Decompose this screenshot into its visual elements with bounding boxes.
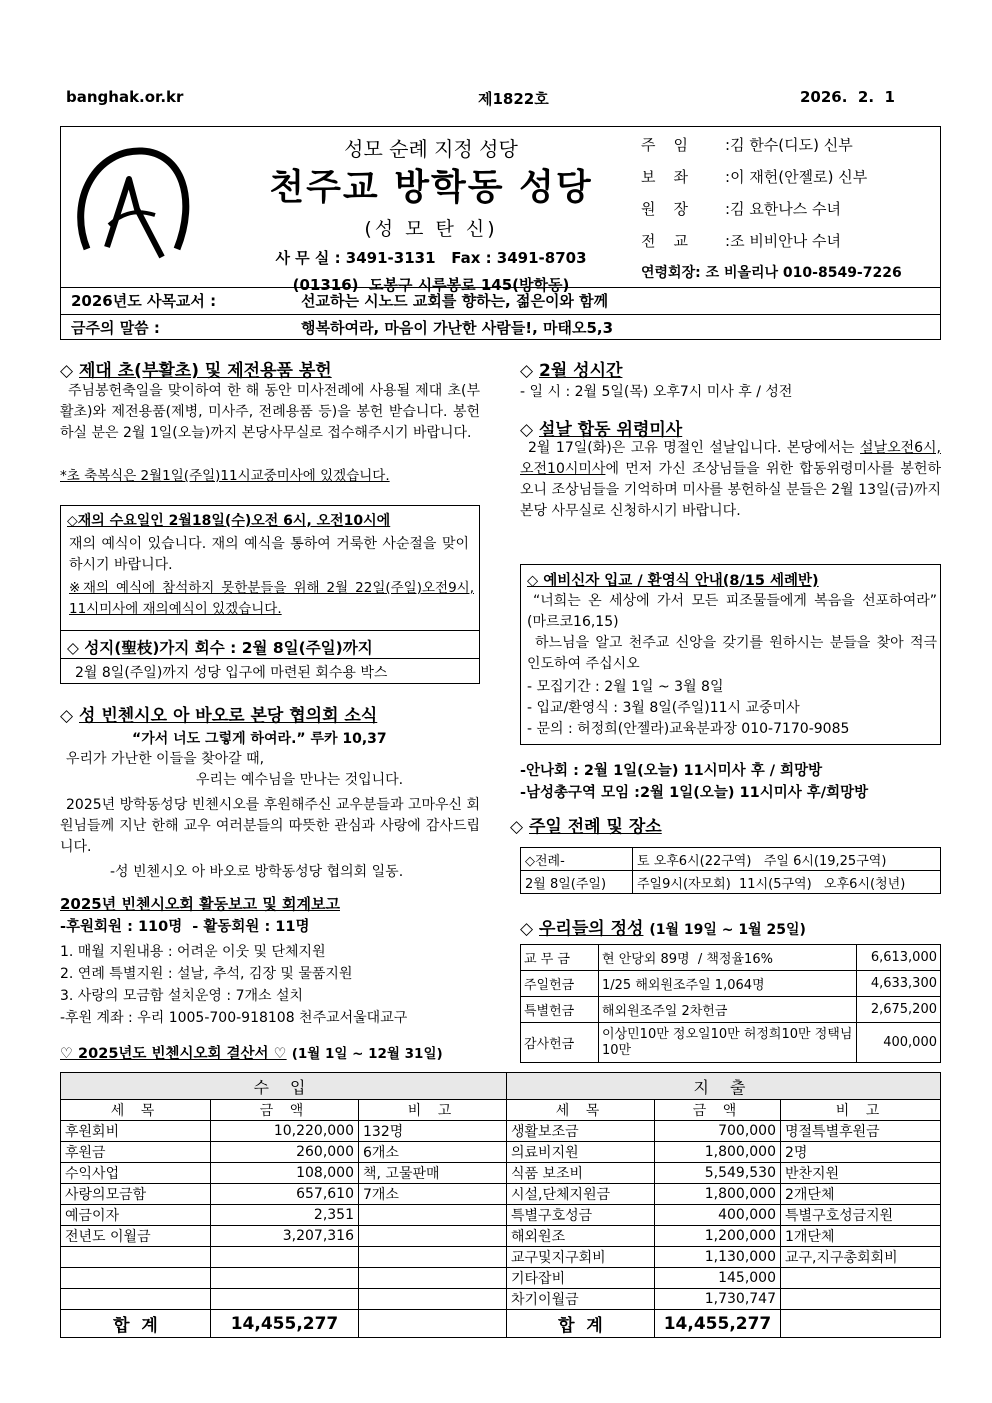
section-title-offerings: ◇ 우리들의 정성 (1월 19일 ~ 1월 25일) <box>520 919 806 939</box>
section-title-liturgy: ◇ 주일 전례 및 장소 <box>510 817 662 837</box>
list-item: - 모집기간 : 2월 1일 ~ 3월 8일 <box>527 679 724 695</box>
church-address: (01316) 도봉구 시루봉로 145(방학동) <box>292 276 570 294</box>
vincent-sign: -성 빈첸시오 아 바오로 방학동성당 협의회 일동. <box>110 864 404 880</box>
expense-title: 지 출 <box>507 1073 941 1100</box>
vincent-line2: 우리는 예수님을 만나는 것입니다. <box>196 772 404 788</box>
section-title-lunar-mass: ◇ 설날 합동 위령미사 <box>520 420 683 440</box>
issue-number: 제1822호 <box>478 90 549 108</box>
group-notices <box>520 760 868 804</box>
list-item: 3. 사랑의 모금함 설치운영 : 7개소 설치 <box>60 988 304 1004</box>
table-row: 교 무 금 현 안당외 89명 / 책정율16% 6,613,000 <box>521 945 941 971</box>
expense-total: 14,455,277 <box>655 1310 781 1338</box>
patron-feast: (성 모 탄 신) <box>364 218 498 240</box>
palm-title: ◇ 성지(聖枝)가지 회수 : 2월 8일(주일)까지 <box>67 639 373 657</box>
lunar-mass-body: 2월 17일(화)은 고유 명절인 설날입니다. 본당에서는 설날오전6시, 오전10시미사에 먼저 가신 조상님들을 위한 합동위령미사를 봉헌하오니 조상님들을 기억하며 미사를 봉헌하실 분들은 2월 13일(금)까지 본당 사무실로 신청하시기 바랍니다. <box>520 440 941 519</box>
catechumen-quote: “너희는 온 세상에 가서 모든 피조물들에게 복음을 선포하여라” (마르코16,15) <box>527 593 937 630</box>
table-row: 감사헌금 이상민10만 정오일10만 허정희10만 정택님10만 400,000 <box>521 1023 941 1063</box>
notice-item: -남성총구역 모임 :2월 1일(오늘) 11시미사 후/희망방 <box>520 785 869 801</box>
finance-title: ♡ 2025년도 빈첸시오회 결산서 ♡ (1월 1일 ~ 12월 31일) <box>60 1046 443 1062</box>
ash-body: 재의 예식이 있습니다. 재의 예식을 통하여 거룩한 사순절을 맞이하시기 바랍니다. <box>69 536 469 573</box>
catechumen-body: 하느님을 알고 천주교 신앙을 갖기를 원하시는 분들을 찾아 적극 인도하여 주십시오 <box>527 635 937 672</box>
table-row: 후원회비 10,220,000 132명 생활보조금 700,000 명절특별후원금 <box>61 1121 941 1142</box>
ash-wednesday-box <box>60 505 480 684</box>
catechumen-box <box>520 564 941 745</box>
list-item: -후원 계좌 : 우리 1005-700-918108 천주교서울대교구 <box>60 1010 408 1026</box>
section-title-vincent: ◇ 성 빈첸시오 아 바오로 본당 협의회 소식 <box>60 706 378 726</box>
finance-table: 수 입 지 출 세 목 금 액 비 고 세 목 금 액 비 고 후원회비 10,220,000 132명 생활보조금 700,000 명절특별후원금 후원금 260,000 6개소 의료비지원 1,800,000 2명 수익사업 108,000 책, 고물판매 식품 보조비 5,549,530 반찬지원 사랑의모금함 657,610 7개소 시설,단체지원금 1,800,000 2개단체 예금이자 2,351 특별구호성금 400,000 특별구호성금지원 전년도 이월금 3,207,316 해외원조 1,200,000 1개단체 교구및지구회비 1,130,000 교구,지구총회회비 기타잡비 145,000 차기이월금 1,730,747 합 계 14,455,277 합 계 14,455,277 <box>60 1072 941 1338</box>
income-total: 14,455,277 <box>211 1310 359 1338</box>
schedule-label: ◇전례- <box>521 848 633 871</box>
list-item: - 입교/환영식 : 3월 8일(주일)11시 교중미사 <box>527 700 800 716</box>
staff-row: 보좌 :이 재헌(안젤로) 신부 <box>641 168 868 186</box>
staff-row: 원장 :김 요한나스 수녀 <box>641 200 842 218</box>
list-item: 2. 연례 특별지원 : 설날, 추석, 김장 및 물품지원 <box>60 966 353 982</box>
schedule-row: 주일9시(자모회) 11시(5구역) 오후6시(청년) <box>633 871 941 894</box>
council-contact: 연령회장: 조 비올리나 010-8549-7226 <box>641 265 902 281</box>
notice-item: -안나회 : 2월 1일(오늘) 11시미사 후 / 희망방 <box>520 763 823 779</box>
vincent-quote: “가서 너도 그렇게 하여라.” 루카 10,37 <box>132 731 387 747</box>
list-item: 1. 매월 지원내용 : 어려운 이웃 및 단체지원 <box>60 944 326 960</box>
holy-hour-body: - 일 시 : 2월 5일(목) 오후7시 미사 후 / 성전 <box>520 384 793 400</box>
site-url: banghak.or.kr <box>66 88 184 106</box>
shrine-subtitle: 성모 순례 지정 성당 <box>344 137 518 161</box>
report-members: -후원회원 : 110명 - 활동회원 : 11명 <box>60 919 310 935</box>
table-row: 특별헌금 해외원조주일 2차헌금 2,675,200 <box>521 997 941 1023</box>
report-title: 2025년 빈첸시오회 활동보고 및 회계보고 <box>60 895 340 913</box>
schedule-row: 토 오후6시(22구역) 주일 6시(19,25구역) <box>633 848 941 871</box>
masthead-center <box>221 131 641 295</box>
table-row: 후원금 260,000 6개소 의료비지원 1,800,000 2명 <box>61 1142 941 1163</box>
schedule-label: 2월 8일(주일) <box>521 871 633 894</box>
staff-list <box>641 133 941 293</box>
table-row: 기타잡비 145,000 <box>61 1268 941 1289</box>
table-row: 전년도 이월금 3,207,316 해외원조 1,200,000 1개단체 <box>61 1226 941 1247</box>
total-row: 합 계 14,455,277 합 계 14,455,277 <box>61 1310 941 1338</box>
income-title: 수 입 <box>61 1073 507 1100</box>
ash-title: ◇재의 수요일인 2월18일(수)오전 6시, 오전10시에 <box>67 513 391 529</box>
weekly-word: 금주의 말씀 : 행복하여라, 마음이 가난한 사람들!, 마태오5,3 <box>71 319 614 337</box>
section-title-holy-hour: ◇ 2월 성시간 <box>520 361 623 381</box>
report-items <box>60 941 407 1029</box>
church-name: 천주교 방학동 성당 <box>269 167 593 208</box>
table-row: 주일헌금 1/25 해외원조주일 1,064명 4,633,300 <box>521 971 941 997</box>
table-row: 차기이월금 1,730,747 <box>61 1289 941 1310</box>
issue-date: 2026. 2. 1 <box>800 88 895 106</box>
table-row: 교구및지구회비 1,130,000 교구,지구총회회비 <box>61 1247 941 1268</box>
office-contact: 사 무 실 : 3491-3131 Fax : 3491-8703 <box>275 249 587 267</box>
section-title-candles: ◇ 제대 초(부활초) 및 제전용품 봉헌 <box>60 361 332 381</box>
vincent-line1: 우리가 가난한 이들을 찾아갈 때, <box>66 751 265 767</box>
table-row: 수익사업 108,000 책, 고물판매 식품 보조비 5,549,530 반찬지원 <box>61 1163 941 1184</box>
church-logo-icon <box>67 139 197 279</box>
table-row: 사랑의모금함 657,610 7개소 시설,단체지원금 1,800,000 2개단체 <box>61 1184 941 1205</box>
staff-row: 주임 :김 한수(디도) 신부 <box>641 136 853 154</box>
ash-note: ※재의 예식에 참석하지 못한분들을 위해 2월 22일(주일)오전9시, 11시미사에 재의예식이 있겠습니다. <box>69 580 474 617</box>
candles-note: *초 축복식은 2월1일(주일)11시교중미사에 있겠습니다. <box>60 468 390 484</box>
offerings-table <box>520 944 941 1063</box>
list-item: - 문의 : 허정희(안젤라)교육분과장 010-7170-9085 <box>527 721 850 737</box>
candles-body: 주님봉헌축일을 맞이하여 한 해 동안 미사전례에 사용될 제대 초(부활초)와 제전용품(제병, 미사주, 전례용품 등)을 봉헌 받습니다. 봉헌하실 분은 2월 1일(오늘)까지 본당사무실로 접수해주시기 바랍니다. <box>60 383 480 441</box>
catechumen-items <box>527 677 849 740</box>
liturgy-schedule <box>520 847 941 894</box>
catechumen-title: ◇ 예비신자 입교 / 환영식 안내(8/15 세례반) <box>527 573 819 589</box>
table-row: 예금이자 2,351 특별구호성금 400,000 특별구호성금지원 <box>61 1205 941 1226</box>
vincent-thanks: 2025년 방학동성당 빈첸시오를 후원해주신 교우분들과 고마우신 회원님들께 지난 한해 교우 여러분들의 따뜻한 관심과 사랑에 감사드립니다. <box>60 797 480 855</box>
staff-row: 전교 :조 비비안나 수녀 <box>641 232 842 250</box>
palm-body: 2월 8일(주일)까지 성당 입구에 마련된 회수용 박스 <box>75 665 388 681</box>
pastoral-motto: 2026년도 사목교서 : 선교하는 시노드 교회를 향하는, 젊은이와 함께 <box>71 292 609 310</box>
masthead <box>60 126 941 340</box>
